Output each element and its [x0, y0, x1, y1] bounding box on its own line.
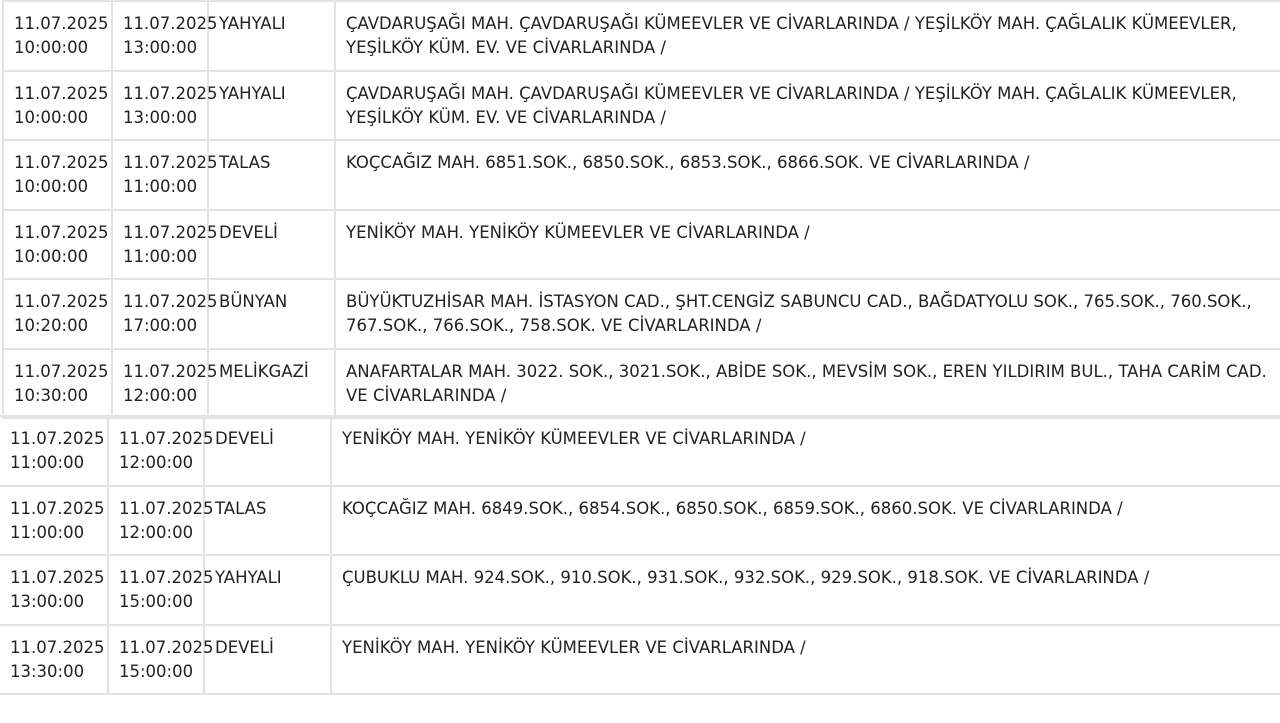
start-datetime-cell: 11.07.2025 13:30:00: [0, 625, 108, 695]
start-datetime-cell: 11.07.2025 10:00:00: [3, 1, 112, 71]
district-cell: BÜNYAN: [208, 279, 335, 349]
district-cell: TALAS: [208, 140, 335, 210]
end-datetime-cell: 11.07.2025 11:00:00: [112, 210, 208, 280]
table-row: [0, 625, 1280, 695]
outage-table-body: [3, 1, 1280, 418]
end-datetime-cell: 11.07.2025 12:00:00: [112, 349, 208, 419]
district-cell: DEVELİ: [208, 210, 335, 280]
table-row: [3, 210, 1280, 280]
district-cell: YAHYALI: [204, 555, 331, 625]
outage-table-upper: [2, 0, 1280, 419]
outage-table-lower: [0, 415, 1280, 695]
end-datetime-cell: 11.07.2025 13:00:00: [112, 1, 208, 71]
table-row: [3, 140, 1280, 210]
start-datetime-cell: 11.07.2025 10:00:00: [3, 210, 112, 280]
end-datetime-cell: 11.07.2025 13:00:00: [112, 71, 208, 141]
table-row: [3, 1, 1280, 71]
district-cell: DEVELİ: [204, 625, 331, 695]
end-datetime-cell: 11.07.2025 15:00:00: [108, 555, 204, 625]
start-datetime-cell: 11.07.2025 11:00:00: [0, 486, 108, 556]
address-cell: KOÇCAĞIZ MAH. 6851.SOK., 6850.SOK., 6853.SOK., 6866.SOK. VE CİVARLARINDA /: [335, 140, 1280, 210]
outage-table-body: [0, 416, 1280, 694]
end-datetime-cell: 11.07.2025 11:00:00: [112, 140, 208, 210]
start-datetime-cell: 11.07.2025 10:00:00: [3, 71, 112, 141]
district-cell: YAHYALI: [208, 1, 335, 71]
table-row: [0, 555, 1280, 625]
table-row: [3, 279, 1280, 349]
address-cell: YENİKÖY MAH. YENİKÖY KÜMEEVLER VE CİVARLARINDA /: [331, 625, 1280, 695]
address-cell: YENİKÖY MAH. YENİKÖY KÜMEEVLER VE CİVARLARINDA /: [335, 210, 1280, 280]
table-row: [0, 416, 1280, 486]
start-datetime-cell: 11.07.2025 11:00:00: [0, 416, 108, 486]
start-datetime-cell: 11.07.2025 10:20:00: [3, 279, 112, 349]
table-row: [3, 349, 1280, 419]
district-cell: MELİKGAZİ: [208, 349, 335, 419]
table-row: [0, 486, 1280, 556]
address-cell: ÇAVDARUŞAĞI MAH. ÇAVDARUŞAĞI KÜMEEVLER VE CİVARLARINDA / YEŞİLKÖY MAH. ÇAĞLALIK KÜMEEVLER, YEŞİLKÖY KÜM. EV. VE CİVARLARINDA /: [335, 71, 1280, 141]
address-cell: ANAFARTALAR MAH. 3022. SOK., 3021.SOK., ABİDE SOK., MEVSİM SOK., EREN YILDIRIM BUL., TAHA CARİM CAD. VE CİVARLARINDA /: [335, 349, 1280, 419]
address-cell: ÇUBUKLU MAH. 924.SOK., 910.SOK., 931.SOK., 932.SOK., 929.SOK., 918.SOK. VE CİVARLARINDA /: [331, 555, 1280, 625]
table-row: [3, 71, 1280, 141]
address-cell: BÜYÜKTUZHİSAR MAH. İSTASYON CAD., ŞHT.CENGİZ SABUNCU CAD., BAĞDATYOLU SOK., 765.SOK., 760.SOK., 767.SOK., 766.SOK., 758.SOK. VE CİVARLARINDA /: [335, 279, 1280, 349]
address-cell: YENİKÖY MAH. YENİKÖY KÜMEEVLER VE CİVARLARINDA /: [331, 416, 1280, 486]
end-datetime-cell: 11.07.2025 12:00:00: [108, 486, 204, 556]
address-cell: KOÇCAĞIZ MAH. 6849.SOK., 6854.SOK., 6850.SOK., 6859.SOK., 6860.SOK. VE CİVARLARINDA /: [331, 486, 1280, 556]
district-cell: YAHYALI: [208, 71, 335, 141]
start-datetime-cell: 11.07.2025 10:30:00: [3, 349, 112, 419]
address-cell: ÇAVDARUŞAĞI MAH. ÇAVDARUŞAĞI KÜMEEVLER VE CİVARLARINDA / YEŞİLKÖY MAH. ÇAĞLALIK KÜMEEVLER, YEŞİLKÖY KÜM. EV. VE CİVARLARINDA /: [335, 1, 1280, 71]
end-datetime-cell: 11.07.2025 12:00:00: [108, 416, 204, 486]
district-cell: DEVELİ: [204, 416, 331, 486]
outage-table: [2, 0, 1280, 419]
district-cell: TALAS: [204, 486, 331, 556]
end-datetime-cell: 11.07.2025 15:00:00: [108, 625, 204, 695]
outage-table: [0, 415, 1280, 695]
start-datetime-cell: 11.07.2025 10:00:00: [3, 140, 112, 210]
end-datetime-cell: 11.07.2025 17:00:00: [112, 279, 208, 349]
start-datetime-cell: 11.07.2025 13:00:00: [0, 555, 108, 625]
